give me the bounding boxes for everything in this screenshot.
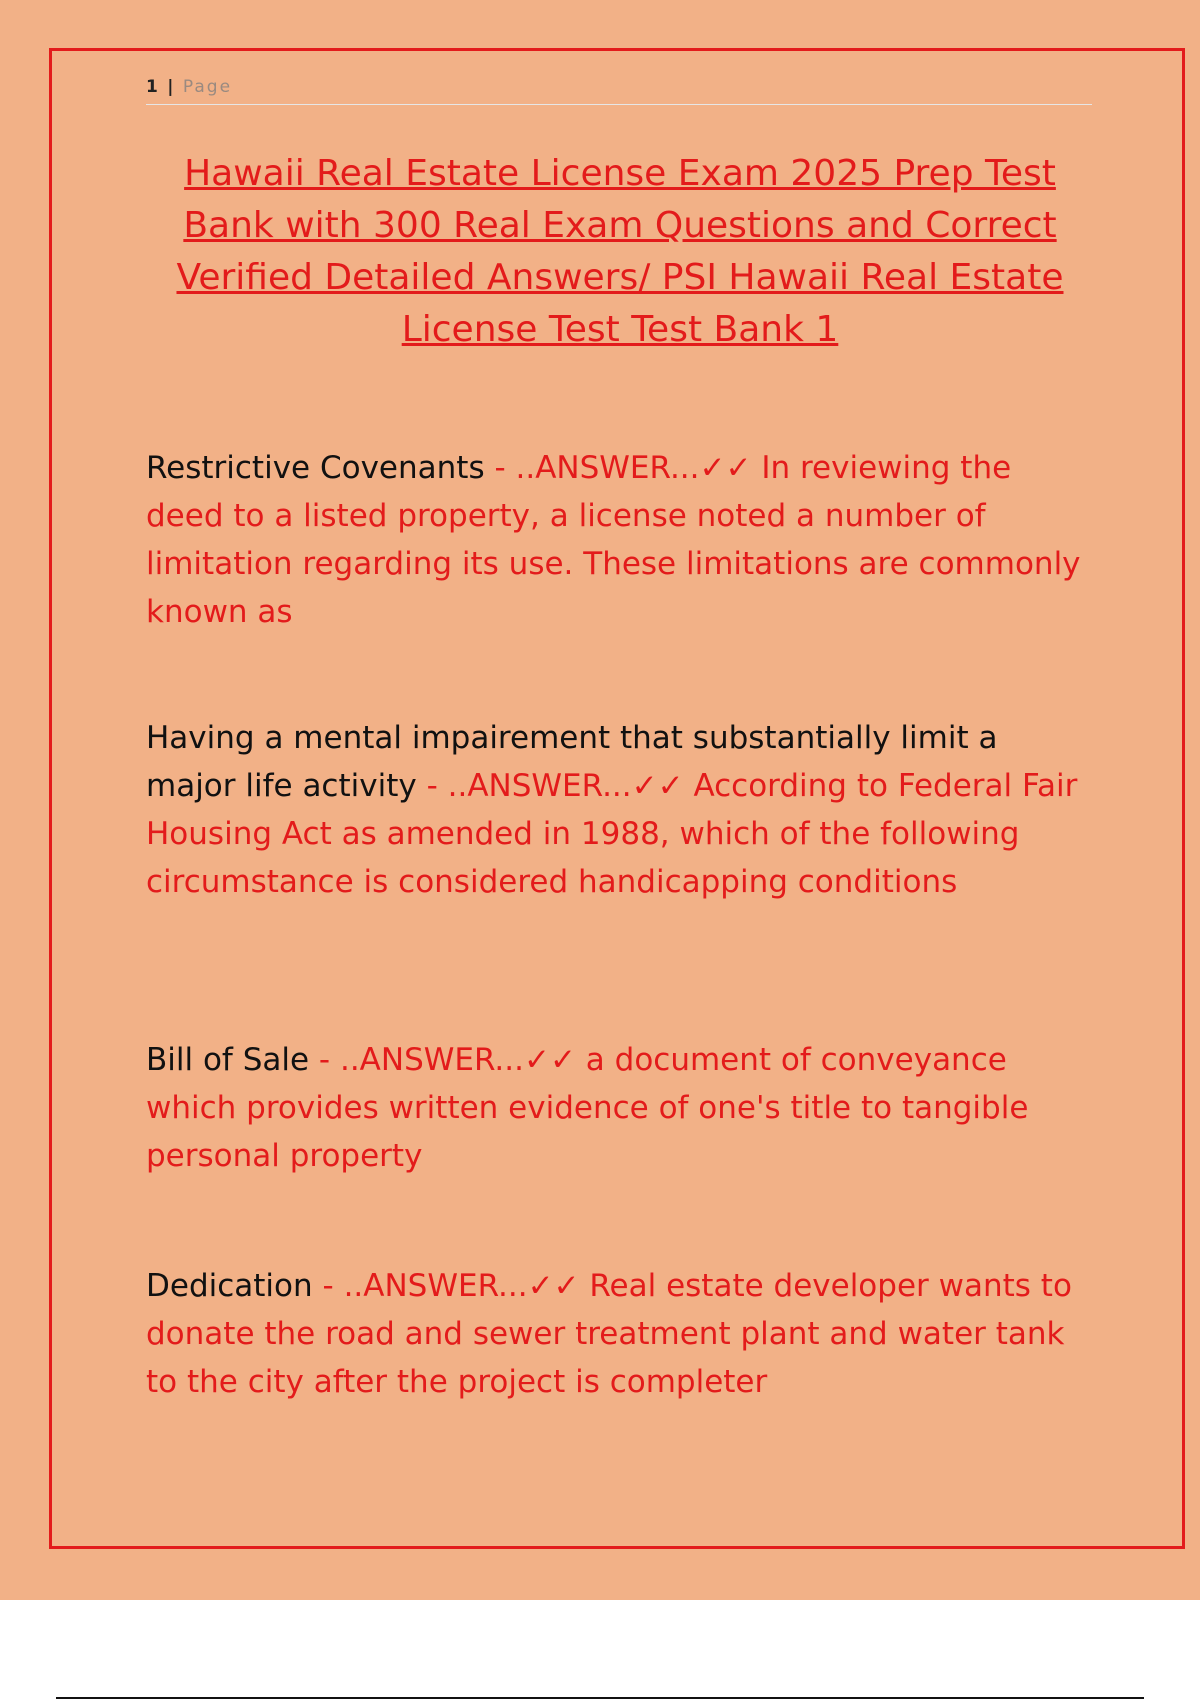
entry-answer: In reviewing the deed to a listed property, a license noted a number of limitation regarding its use. These limitations are commonly known as — [146, 450, 1081, 630]
entry-dash: - — [416, 768, 448, 804]
entry-term: Restrictive Covenants — [146, 450, 485, 486]
page-header — [146, 74, 1092, 105]
answer-label: ..ANSWER...✓✓ — [447, 768, 684, 804]
entry-answer: According to Federal Fair Housing Act as amended in 1988, which of the following circumstance is considered handicapping conditions — [146, 768, 1078, 900]
page-number: 1 — [146, 77, 160, 97]
entry-answer: Real estate developer wants to donate the road and sewer treatment plant and water tank to the city after the project is completer — [146, 1268, 1072, 1400]
qa-entry — [146, 444, 1096, 636]
entry-term: Bill of Sale — [146, 1042, 310, 1078]
bottom-divider — [56, 1697, 1144, 1699]
entry-dash: - — [309, 1042, 340, 1078]
entry-dash: - — [484, 450, 516, 486]
entry-dash: - — [312, 1268, 344, 1304]
page-label: Page — [182, 77, 233, 97]
qa-entry — [146, 714, 1096, 906]
entry-term: Having a mental impairement that substantially limit a major life activity — [146, 720, 998, 804]
answer-label: ..ANSWER...✓✓ — [343, 1268, 580, 1304]
entry-answer: a document of conveyance which provides written evidence of one's title to tangible personal property — [146, 1042, 1029, 1174]
document-title: Hawaii Real Estate License Exam 2025 Prep Test Bank with 300 Real Exam Questions and Correct Verified Detailed Answers/ PSI Hawaii Real Estate License Test Test Bank 1 — [176, 153, 1064, 350]
answer-label: ..ANSWER...✓✓ — [339, 1042, 576, 1078]
entry-term: Dedication — [146, 1268, 313, 1304]
qa-entry — [146, 1036, 1096, 1180]
answer-label: ..ANSWER...✓✓ — [515, 450, 752, 486]
qa-entry — [146, 1262, 1096, 1406]
page-separator: | — [167, 77, 176, 97]
